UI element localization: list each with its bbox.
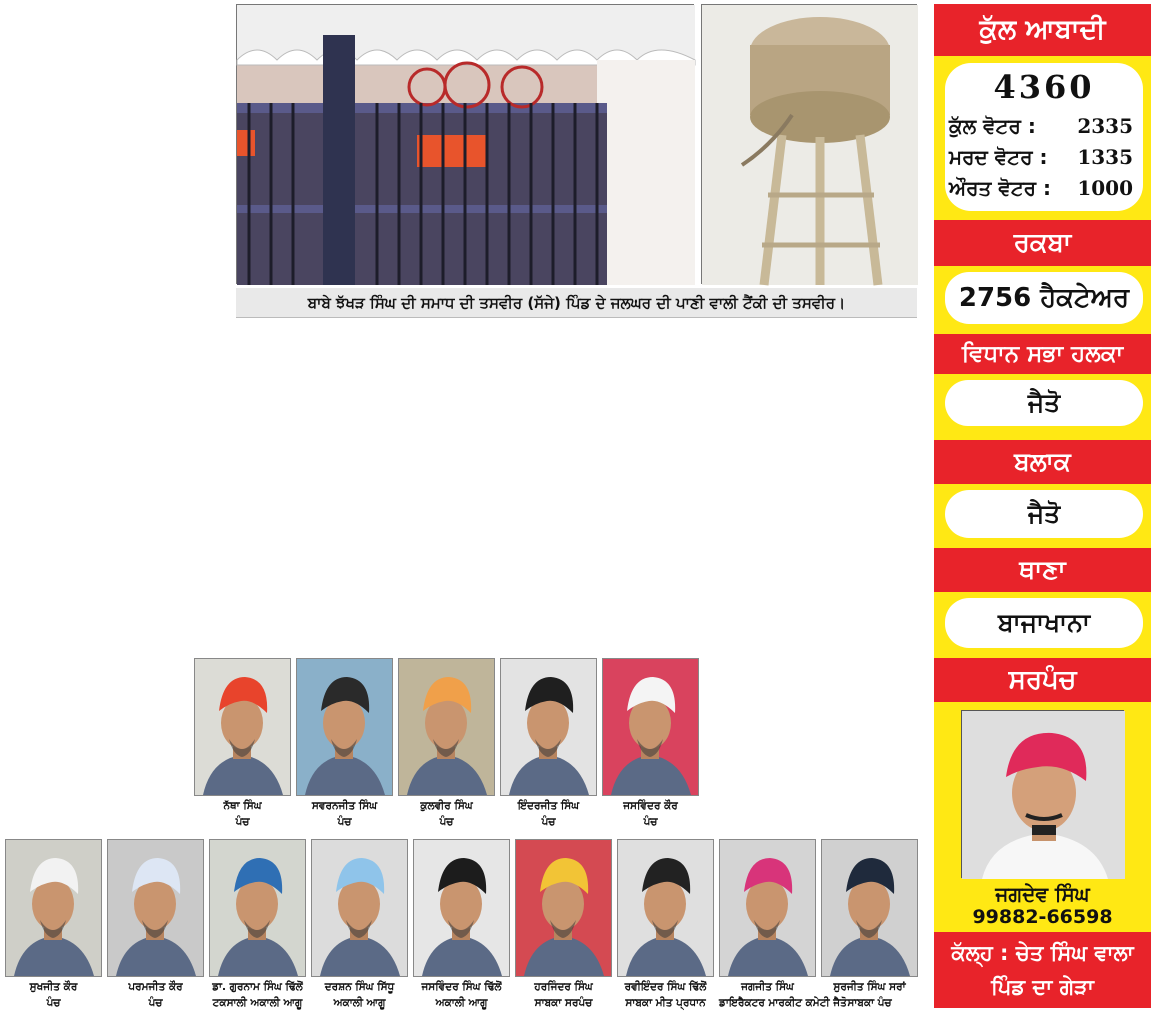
area-header: ਰਕਬਾ <box>934 220 1151 266</box>
panch-photo <box>194 658 291 796</box>
panch-role: ਸਾਬਕਾ ਪੰਚ <box>847 997 892 1009</box>
panch-role: ਪੰਚ <box>439 816 454 828</box>
panch-role: ਡਾਇਰੈਕਟਰ ਮਾਰਕੀਟ ਕਮੇਟੀ ਜੈਤੋ <box>719 997 847 1009</box>
panch-photo <box>500 658 597 796</box>
sarpanch-name: ਜਗਦੇਵ ਸਿੰਘ <box>995 882 1090 906</box>
panch-role: ਪੰਚ <box>337 816 352 828</box>
panch-card <box>296 658 393 829</box>
panch-card <box>413 839 510 1010</box>
sarpanch-header: ਸਰਪੰਚ <box>934 658 1151 702</box>
panch-card <box>5 839 102 1010</box>
tomorrow-village: ਕੱਲ੍ਹ : ਚੇਤ ਸਿੰਘ ਵਾਲਾ <box>951 941 1134 965</box>
panch-name: ਹਰਜਿੰਦਰ ਸਿੰਘ <box>534 981 593 993</box>
village-tour: ਪਿੰਡ ਦਾ ਗੇੜਾ <box>991 975 1094 999</box>
panch-name: ਕੁਲਵੀਰ ਸਿੰਘ <box>420 800 473 812</box>
voter-row <box>945 111 1143 142</box>
water-tank-photo <box>701 4 917 284</box>
voter-row <box>945 142 1143 173</box>
sarpanch-phone: 99882-66598 <box>972 906 1113 928</box>
tomorrow-footer <box>934 932 1151 1008</box>
voter-row <box>945 173 1143 204</box>
sarpanch-photo <box>961 710 1124 878</box>
panch-name: ਸੁਰਜੀਤ ਸਿੰਘ ਸਰਾਂ <box>833 981 906 993</box>
panch-name: ਦਰਸ਼ਨ ਸਿੰਘ ਸਿੱਧੂ <box>324 981 395 993</box>
area-value: 2756 ਹੈਕਟੇਅਰ <box>945 272 1143 324</box>
voter-count: 2335 <box>1077 114 1133 138</box>
panch-role: ਸਾਬਕਾ ਸਰਪੰਚ <box>534 997 593 1009</box>
population-box <box>945 63 1143 211</box>
panch-role: ਸਾਬਕਾ ਮੀਤ ਪ੍ਰਧਾਨ <box>625 997 706 1009</box>
constituency-value: ਜੈਤੋ <box>945 380 1143 426</box>
panch-photo <box>5 839 102 977</box>
police-station-header: ਥਾਣਾ <box>934 548 1151 592</box>
panch-card <box>617 839 714 1010</box>
population-header: ਕੁੱਲ ਆਬਾਦੀ <box>934 4 1151 56</box>
voter-count: 1000 <box>1077 176 1133 200</box>
block-value: ਜੈਤੋ <box>945 490 1143 538</box>
panch-photo <box>602 658 699 796</box>
panch-photo <box>107 839 204 977</box>
panch-card <box>602 658 699 829</box>
panch-card <box>209 839 306 1010</box>
panch-photo <box>209 839 306 977</box>
panch-photo <box>398 658 495 796</box>
panch-photo <box>296 658 393 796</box>
panch-role: ਅਕਾਲੀ ਆਗੂ <box>333 997 386 1009</box>
population-value: 4360 <box>993 68 1095 106</box>
panch-role: ਅਕਾਲੀ ਆਗੂ <box>435 997 488 1009</box>
panch-role: ਪੰਚ <box>148 997 163 1009</box>
panch-name: ਸੁਖਜੀਤ ਕੌਰ <box>29 981 78 993</box>
panch-name: ਜਗਜੀਤ ਸਿੰਘ <box>741 981 794 993</box>
panch-photo <box>821 839 918 977</box>
panch-card <box>515 839 612 1010</box>
police-station-value: ਬਾਜਾਖਾਨਾ <box>945 598 1143 648</box>
voter-label: ਔਰਤ ਵੋਟਰ : <box>949 176 1052 200</box>
panch-name: ਜਸਵਿੰਦਰ ਕੌਰ <box>623 800 678 812</box>
block-header: ਬਲਾਕ <box>934 440 1151 484</box>
voter-stats <box>945 111 1143 204</box>
panch-photo <box>413 839 510 977</box>
panch-card <box>500 658 597 829</box>
panch-name: ਜਸਵਿੰਦਰ ਸਿੰਘ ਢਿੱਲੋਂ <box>421 981 502 993</box>
panch-name: ਪਰਮਜੀਤ ਕੌਰ <box>128 981 183 993</box>
panch-name: ਸਵਰਨਜੀਤ ਸਿੰਘ <box>311 800 378 812</box>
panch-photo <box>617 839 714 977</box>
panch-card <box>719 839 847 1010</box>
voter-count: 1335 <box>1077 145 1133 169</box>
panch-card <box>194 658 291 829</box>
panch-name: ਰਵੀਇੰਦਰ ਸਿੰਘ ਢਿੱਲੋਂ <box>624 981 707 993</box>
panch-card <box>107 839 204 1010</box>
panch-name: ਇੰਦਰਜੀਤ ਸਿੰਘ <box>517 800 580 812</box>
panch-card <box>398 658 495 829</box>
panch-photo <box>515 839 612 977</box>
constituency-header: ਵਿਧਾਨ ਸਭਾ ਹਲਕਾ <box>934 334 1151 374</box>
panch-photo <box>311 839 408 977</box>
panch-role: ਪੰਚ <box>46 997 61 1009</box>
panch-role: ਪੰਚ <box>643 816 658 828</box>
photo-caption: ਬਾਬੇ ਝੱਖੜ ਸਿੰਘ ਦੀ ਸਮਾਧ ਦੀ ਤਸਵੀਰ (ਸੱਜੇ) ਪਿੰਡ ਦੇ ਜਲਘਰ ਦੀ ਪਾਣੀ ਵਾਲੀ ਟੈਂਕੀ ਦੀ ਤਸਵੀਰ। <box>236 288 917 318</box>
panch-role: ਪੰਚ <box>541 816 556 828</box>
panch-role: ਟਕਸਾਲੀ ਅਕਾਲੀ ਆਗੂ <box>212 997 303 1009</box>
voter-label: ਮਰਦ ਵੋਟਰ : <box>949 145 1048 169</box>
voter-label: ਕੁੱਲ ਵੋਟਰ : <box>949 114 1036 138</box>
panch-photo <box>719 839 816 977</box>
samadh-photo <box>236 4 694 284</box>
panch-card <box>311 839 408 1010</box>
panch-card <box>821 839 918 1010</box>
panch-name: ਡਾ. ਗੁਰਨਾਮ ਸਿੰਘ ਢਿੱਲੋਂ <box>212 981 303 993</box>
panch-role: ਪੰਚ <box>235 816 250 828</box>
panch-name: ਨੱਥਾ ਸਿੰਘ <box>223 800 262 812</box>
